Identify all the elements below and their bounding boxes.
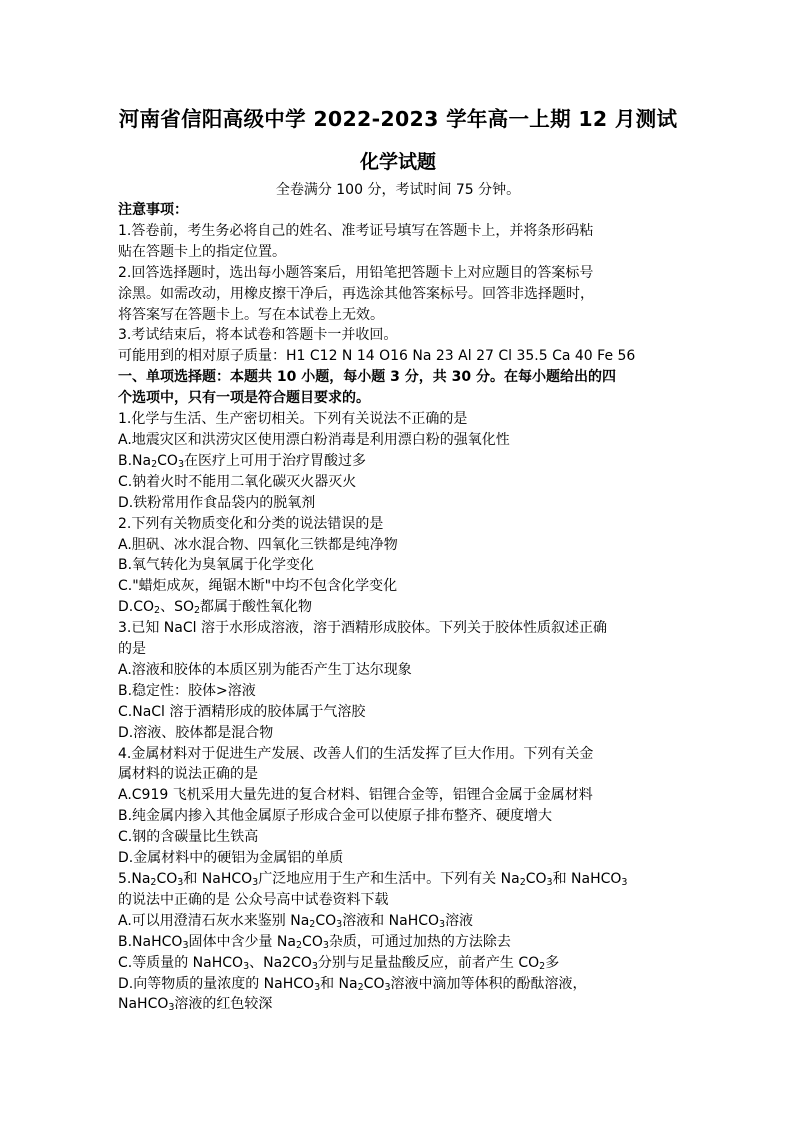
page-title: 河南省信阳高级中学 2022-2023 学年高一上期 12 月测试: [118, 107, 678, 131]
option-a: A.C919 飞机采用大量先进的复合材料、铝锂合金等，铝锂合金属于金属材料: [118, 787, 593, 804]
option-d: D.金属材料中的硬铝为金属铝的单质: [118, 850, 344, 867]
option-c: C.钠着火时不能用二氧化碳灭火器灭火: [118, 473, 357, 490]
question-stem: 属材料的说法正确的是: [118, 766, 258, 783]
option-d: D.铁粉常用作食品袋内的脱氧剂: [118, 494, 316, 511]
option-a: A.溶液和胶体的本质区别为能否产生丁达尔现象: [118, 661, 412, 678]
question-stem: 3.已知 NaCl 溶于水形成溶液，溶于酒精形成胶体。下列关于胶体性质叙述正确: [118, 620, 607, 637]
note-line: 贴在答题卡上的指定位置。: [118, 243, 286, 260]
option-b: $B.Na_2CO_3$在医疗上可用于治疗胃酸过多: [118, 452, 366, 470]
question-stem: $5.Na_2CO_3$和 NaHCO$_3$广泛地应用于生产和生活中。下列有关 $Na_2CO_3$和 NaHCO$_3$: [118, 871, 628, 888]
question-stem: 4.金属材料对于促进生产发展、改善人们的生活发挥了巨大作用。下列有关金: [118, 745, 594, 762]
note-line: 1.答卷前，考生务必将自己的姓名、准考证号填写在答题卡上，并将条形码粘: [118, 222, 594, 239]
atomic-mass-values: H1 C12 N 14 O16 Na 23 Al 27 Cl 35.5 Ca 40 Fe 56: [286, 348, 636, 365]
exam-page: [118, 104, 678, 1015]
section-heading: 个选项中，只有一项是符合题目要求的。: [118, 390, 370, 407]
subject-title: 化学试题: [359, 151, 436, 173]
question-stem: 的说法中正确的是 公众号高中试卷资料下载: [118, 891, 389, 908]
option-c: C.等质量的 NaHCO$_3$、$Na2CO_3$分别与足量盐酸反应，前者产生 $CO_2$多: [118, 954, 560, 972]
note-line: 将答案写在答题卡上。写在本试卷上无效。: [118, 306, 384, 323]
option-c: C."蜡炬成灰，绳锯木断"中均不包含化学变化: [118, 578, 398, 595]
atomic-mass-line: [118, 346, 678, 367]
option-d: D.溶液、胶体都是混合物: [118, 724, 274, 741]
option-c: C.NaCl 溶于酒精形成的胶体属于气溶胶: [118, 703, 366, 720]
option-a: A.可以用澄清石灰水来鉴别 $Na_2CO_3$溶液和 NaHCO$_3$溶液: [118, 912, 474, 930]
atomic-mass-label: 可能用到的相对原子质量：: [118, 348, 286, 365]
option-a: A.胆矾、冰水混合物、四氧化三铁都是纯净物: [118, 536, 398, 553]
option-b: B.氧气转化为臭氧属于化学变化: [118, 557, 315, 574]
note-line: 涂黑。如需改动，用橡皮擦干净后，再选涂其他答案标号。回答非选择题时，: [118, 285, 594, 302]
option-b: B.NaHCO$_3$固体中含少量 $Na_2CO_3$杂质，可通过加热的方法除去: [118, 933, 511, 951]
option-c: C.钢的含碳量比生铁高: [118, 829, 259, 846]
option-b: B.稳定性：胶体>溶液: [118, 682, 256, 699]
question-stem: 2.下列有关物质变化和分类的说法错误的是: [118, 515, 384, 532]
option-a: A.地震灾区和洪涝灾区使用漂白粉消毒是利用漂白粉的强氧化性: [118, 431, 510, 448]
question-stem: 1.化学与生活、生产密切相关。下列有关说法不正确的是: [118, 411, 468, 428]
question-stem: 的是: [118, 641, 146, 658]
option-d: $D.CO_2$、$SO_2$都属于酸性氧化物: [118, 599, 313, 617]
option-d: D.向等物质的量浓度的 NaHCO$_3$和 $Na_2CO_3$溶液中滴加等体积的酚酞溶液，: [118, 975, 587, 993]
note-line: 3.考试结束后，将本试卷和答题卡一并收回。: [118, 327, 398, 344]
notes-heading: 注意事项：: [118, 202, 188, 218]
option-b: B.纯金属内掺入其他金属原子形成合金可以使原子排布整齐、硬度增大: [118, 808, 553, 825]
note-line: 2.回答选择题时，选出每小题答案后，用铅笔把答题卡上对应题目的答案标号: [118, 264, 594, 281]
score-time-line: 全卷满分 100 分，考试时间 75 分钟。: [275, 182, 521, 198]
option-d-continued: NaHCO$_3$溶液的红色较深: [118, 996, 273, 1014]
section-heading: 一、单项选择题：本题共 10 小题，每小题 3 分，共 30 分。在每小题给出的四: [118, 369, 616, 386]
